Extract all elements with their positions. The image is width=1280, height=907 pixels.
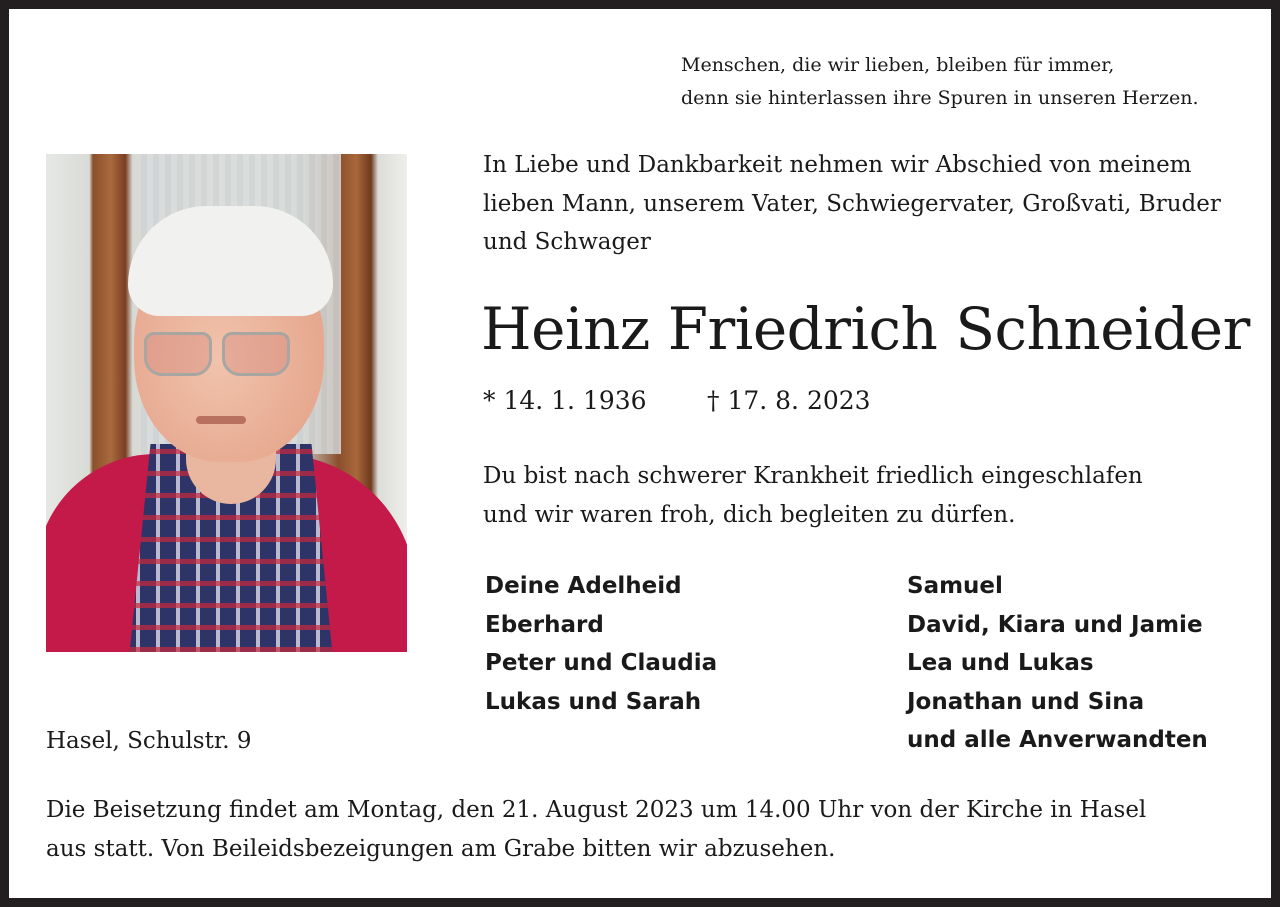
death-date: † 17. 8. 2023 <box>707 386 871 415</box>
birth-date: * 14. 1. 1936 <box>483 386 647 415</box>
intro-line-1: In Liebe und Dankbarkeit nehmen wir Abschied von meinem <box>483 152 1192 178</box>
mourner-name: Deine Adelheid <box>485 573 682 599</box>
funeral-notice <box>46 791 1146 868</box>
photo-hair <box>128 206 333 316</box>
mourners-right-column <box>907 567 1208 760</box>
intro-line-3: und Schwager <box>483 229 651 255</box>
mourner-name: David, Kiara und Jamie <box>907 611 1203 638</box>
mourner-name: Jonathan und Sina <box>907 688 1145 715</box>
motto-quote <box>681 49 1199 115</box>
mourners-left-column <box>485 567 717 721</box>
photo-glasses <box>144 332 294 376</box>
funeral-line-2: aus statt. Von Beileidsbezeigungen am Grabe bitten wir abzusehen. <box>46 835 836 862</box>
motto-line-1: Menschen, die wir lieben, bleiben für immer, <box>681 54 1115 76</box>
photo-mouth <box>196 416 246 424</box>
life-dates <box>483 384 871 418</box>
motto-line-2: denn sie hinterlassen ihre Spuren in unseren Herzen. <box>681 87 1199 109</box>
mourner-name: Lukas und Sarah <box>485 688 702 715</box>
message-line-1: Du bist nach schwerer Krankheit friedlich eingeschlafen <box>483 463 1143 489</box>
family-address: Hasel, Schulstr. 9 <box>46 728 252 754</box>
mourner-name: Peter und Claudia <box>485 650 718 676</box>
mourner-name: Samuel <box>907 573 1003 599</box>
funeral-line-1: Die Beisetzung findet am Montag, den 21. August 2023 um 14.00 Uhr von der Kirche in Hasel <box>46 797 1147 823</box>
mourner-name: Lea und Lukas <box>907 650 1094 676</box>
mourner-name: Eberhard <box>485 611 604 638</box>
intro-line-2: lieben Mann, unserem Vater, Schwiegervater, Großvati, Bruder <box>483 190 1221 217</box>
deceased-name: Heinz Friedrich Schneider <box>481 295 1250 363</box>
intro-text <box>483 146 1221 262</box>
mourner-name: und alle Anverwandten <box>907 727 1208 753</box>
farewell-message <box>483 457 1143 534</box>
message-line-2: und wir waren froh, dich begleiten zu dürfen. <box>483 501 1016 528</box>
portrait-photo <box>46 154 407 652</box>
